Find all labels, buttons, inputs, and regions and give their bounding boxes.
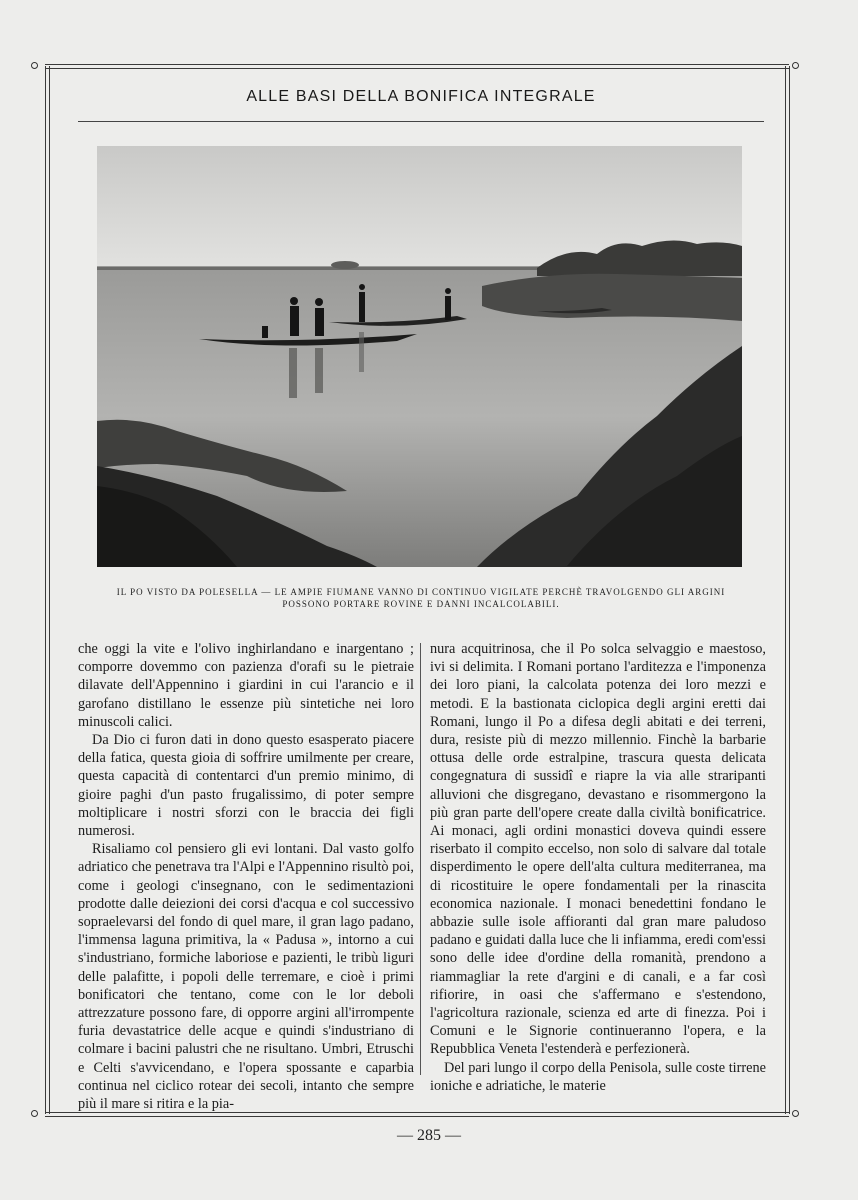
frame-corner-dot-tl	[31, 62, 38, 69]
photo-illustration	[97, 146, 742, 567]
right-column	[430, 640, 766, 1095]
running-head-rule	[78, 121, 764, 122]
page-number: — 285 —	[397, 1127, 461, 1144]
column-divider	[420, 643, 421, 1075]
right-paragraph-1: nura acquitrinosa, che il Po solca selvaggio e maestoso, ivi si delimita. I Romani portano l'arditezza e l'imponenza dei loro piani, la calcolata potenza dei loro mezzi e metodi. E la bastionata ciclopica degli argini eretti dai Romani, lungo il Po a difesa degli abitati e dei terreni, dura, resiste più di mezzo millennio. Finchè la barbarie ottusa delle orde estralpine, trascura questa delicata congegnatura di sussidî e riapre la via alle straripanti alluvioni che disgregano, devastano e risommergono la più gran parte dell'opere create dalla civiltà bonificatrice. Ai monaci, agli ordini monastici doveva quindi essere riserbato il compito eccelso, non solo di salvare dal totale disperdimento le opere dell'alta cultura mediterranea, ma di ricostituire le opere fondamentali per la rinascita economica nazionale. I monaci benedettini fondano le abbazie sulle isole affioranti dal gran mare paludoso padano e guidati dalla luce che li infiamma, eredi com'essi sono delle idee d'ordine della romanità, prendono a riammagliar la rete d'argini e di canali, e a far così rifiorire, in oasi che s'affermano e s'estendono, l'agricoltura razionale, scienza ed arte di finezza. Poi i Comuni e le Signorie continueranno l'opera, e la Repubblica Veneta l'estenderà e perfezionerà.	[430, 641, 766, 1058]
caption-line-2: POSSONO PORTARE ROVINE E DANNI INCALCOLABILI.	[282, 599, 560, 609]
frame-corner-dot-tr	[792, 62, 799, 69]
frame-corner-dot-bl	[31, 1110, 38, 1117]
frame-top-rule	[45, 64, 789, 69]
left-paragraph-3: Risaliamo col pensiero gli evi lontani. Dal vasto golfo adriatico che penetrava tra l'Alpi e l'Appennino risultò poi, come i geologi c'insegnano, con le sedimentazioni prodotte dalle deiezioni dei corsi d'acqua e col successivo sopraelevarsi del fondo di quel mare, il gran lago padano, l'immensa laguna primitiva, la « Padusa », intorno a cui s'industriano, formiche laboriose e pazienti, le tribù liguri delle palafitte, i popoli delle terremare, e cioè i primi bonificatori che tentano, come con le lor deboli attrezzature possono fare, di opporre argini all'irrompente furia devastatrice delle acque e quindi s'industriano di colmare i bacini palustri che ne risultano. Umbri, Etruschi e Celti s'avvicendano, e l'opera spossante e caparbia continua nel ciclico rotear dei secoli, intanto che sempre più il mare si ritira e la pia-	[78, 841, 414, 1113]
running-head: ALLE BASI DELLA BONIFICA INTEGRALE	[246, 88, 596, 105]
left-paragraph-2: Da Dio ci furon dati in dono questo esasperato piacere della fatica, questa gioia di soffrire umilmente per creare, questa capacità di contentarci d'un premio minimo, di gioire paghi d'un pasto frugalissimo, di poter sempre moltiplicare i nostri sforzi con le braccia dei figli numerosi.	[78, 732, 414, 840]
caption-line-1: IL PO VISTO DA POLESELLA — LE AMPIE FIUMANE VANNO DI CONTINUO VIGILATE PERCHÈ TRAVOLGENDO GLI ARGINI	[116, 587, 726, 597]
left-column	[78, 640, 414, 1113]
river-po-photo	[97, 146, 742, 567]
right-paragraph-2: Del pari lungo il corpo della Penisola, sulle coste tirrene ioniche e adriatiche, le materie	[430, 1059, 766, 1094]
frame-left-rule	[45, 66, 50, 1114]
left-paragraph-1: che oggi la vite e l'olivo inghirlandano e inargentano ; comporre dovemmo con pazienza d'orafi su le pietraie dilavate dell'Appennino i giardini in cui l'arancio e il garofano distillano le essenze più sintetiche nei loro minuscoli calici.	[78, 641, 414, 730]
frame-corner-dot-br	[792, 1110, 799, 1117]
frame-right-rule	[785, 66, 790, 1114]
photo-caption	[78, 586, 764, 610]
